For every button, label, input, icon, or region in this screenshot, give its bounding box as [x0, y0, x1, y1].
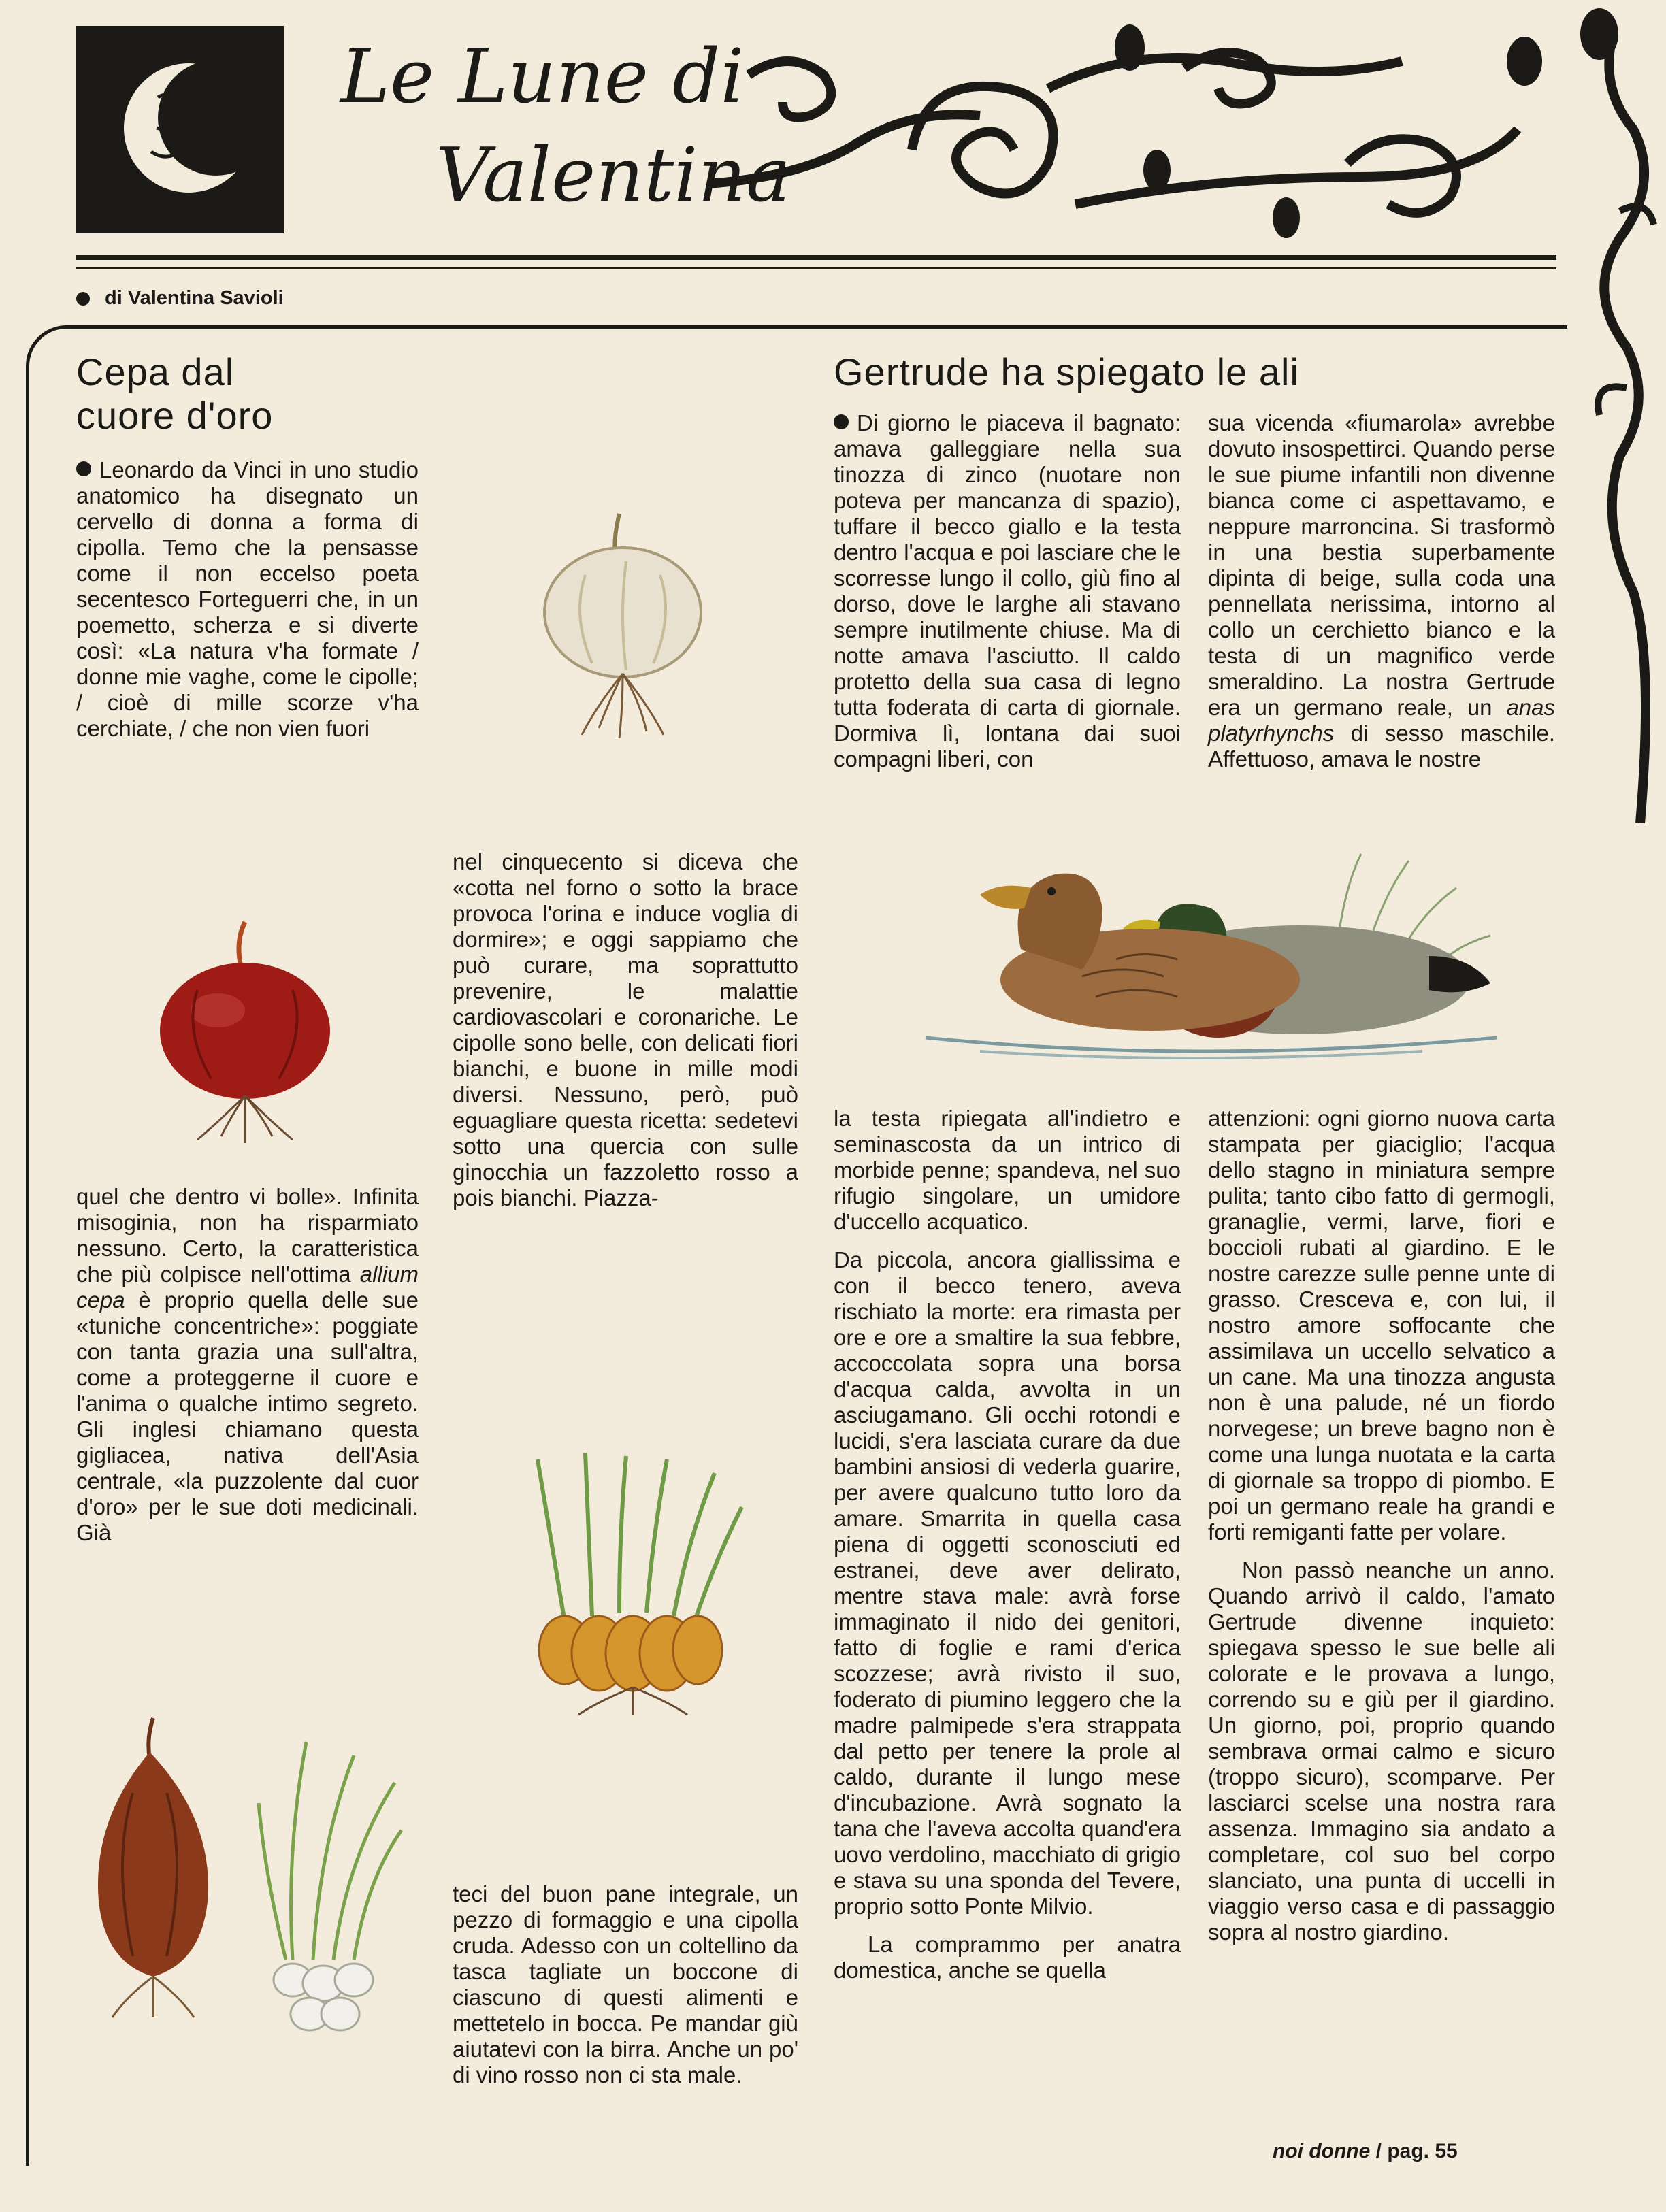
spring-onions-icon	[252, 1735, 408, 2055]
article2-col3-p2: Da piccola, ancora giallissima e con il becco tenero, aveva rischiato la morte: era rimasta per ore e ore a smaltire la sua febbre, accoccolata sopra una borsa d'acqua calda, avvolta in un asciugamano. Gli occhi rotondi e lucidi, s'era lasciata curare da due bambini ansiosi di vederla guarire, per avere qualcuno tutto loro da amare. Smarrita in quella casa piena di oggetti sconosciuti ed estranei, deve aver delirato, mentre stava male: avrà forse immaginato il nido dei genitori, fatto di foglie e rami d'erica scozzese; avrà rivisto il suo, foderato di piumino leggero che la madre palmipede s'era strappata dal petto per tenere la prole al caldo, durante il lungo mese d'incubazione. Avrà sognato la tana che l'aveva accolta quand'era uovo verdolino, macchiato di grigio e stava su una sponda del Tevere, proprio sotto Ponte Milvio.	[834, 1247, 1181, 1919]
article1-col1-bottom	[76, 1184, 419, 1558]
byline-text: di Valentina Savioli	[105, 287, 284, 309]
footer-separator: /	[1375, 2140, 1382, 2162]
bullet-icon	[76, 292, 90, 306]
article2-col4-bottom	[1208, 1106, 1555, 1958]
article2-col4-text-a: sua vicenda «fiumarola» avrebbe dovuto insospettirci. Quando perse le sue piume infantili non divenne bianca come ci aspettavamo, e neppure marroncina. Si trasformò in una bestia superbamente dipinta di beige, sulla coda una pennellata nerissima, intorno al collo un cerchietto bianco e la testa di un magnifico verde smeraldino. La nostra Gertrude era un germano reale, un	[1208, 410, 1555, 720]
article1-title-line1: Cepa dal	[76, 350, 235, 393]
header-rule-thin	[76, 267, 1556, 269]
article2-intro-text: Di giorno le piaceva il bagnato: amava galleggiare nella sua tinozza di zinco (nuotare non poteva per mancanza di spazio), tuffare il becco giallo e la testa dentro l'acqua e poi lasciare che le scorresse lungo il collo, giù fino al dorso, dove le larghe ali stavano sempre inutilmente chiuse. Ma di notte amava l'asciutto. Il caldo protetto della sua casa di legno tutta foderata di carta di giornale. Dormiva lì, lontana dai suoi compagni liberi, con	[834, 410, 1181, 772]
page-number: pag. 55	[1387, 2140, 1458, 2162]
latin-name-allium-cepa: allium cepa	[76, 1261, 419, 1313]
article1-col1-text-a: quel che dentro vi bolle». Infinita misoginia, non ha risparmiato nessuno. Certo, la caratteristica che più colpisce nell'ottima	[76, 1184, 419, 1287]
crescent-moon-face-icon	[76, 26, 284, 233]
article1-col2-mid	[453, 849, 798, 1223]
article2-col3-bottom	[834, 1106, 1181, 1996]
article1-title-line2: cuore d'oro	[76, 394, 274, 437]
byline	[76, 287, 284, 310]
header-rule-thick	[76, 255, 1556, 260]
red-onion-icon	[143, 915, 347, 1146]
article2-col3-top	[834, 410, 1181, 785]
article2-col4-top	[1208, 410, 1555, 785]
series-logo	[76, 26, 284, 233]
shallot-icon	[78, 1704, 228, 2024]
ornament-swirls	[708, 52, 1518, 213]
series-title-line2: Valentina	[436, 131, 791, 218]
article1-col2-bottom-text: teci del buon pane integrale, un pezzo di formaggio e una cipolla cruda. Adesso con un coltellino da tasca tagliate un boccone di ciascuno di questi alimenti e mettetelo in bocca. Pe mandar giù aiutatevi con la birra. Anche un po' di vino rosso non ci sta male.	[453, 1881, 798, 2087]
article1-col1-top	[76, 457, 419, 754]
article2-col4-p2: Non passò neanche un anno. Quando arrivò il caldo, l'amato Gertrude divenne inquieto: spiegava spesso le sue belle ali colorate e le provava a lungo, correndo su e giù per il giardino. Un giorno, poi, proprio quando sembrava ormai calmo e sicuro (troppo sicuro), scomparve. Per lasciarci scelse una nostra rara assenza. Immagino sia andato a completare, col suo bel corpo slanciato, una punta di uccelli in viaggio verso casa e di passaggio sopra al nostro giardino.	[1208, 1557, 1555, 1945]
article2-col3-p3: La comprammo per anatra domestica, anche se quella	[834, 1932, 1181, 1983]
magazine-brand: noi donne	[1273, 2140, 1371, 2162]
series-title	[327, 7, 1620, 252]
article2-col4-text-b: di sesso maschile. Affettuoso, amava le nostre	[1208, 721, 1555, 772]
article1-col1-text-b: è proprio quella delle sue «tuniche concentriche»: poggiate con tanta grazia una sull'altra, come a proteggerne il cuore e l'anima o qualche intimo segreto. Gli inglesi chiamano questa gigliacea, nativa dell'Asia centrale, «la puzzolente dal cuor d'oro» per le sue doti medicinali. Già	[76, 1287, 419, 1545]
decorative-vine-border	[1558, 7, 1666, 823]
latin-name-anas: anas platyrhynchs	[1208, 695, 1555, 746]
thistle-bud-icon	[1580, 8, 1618, 60]
mallard-ducks-icon	[898, 840, 1504, 1072]
series-title-line1: Le Lune di	[340, 33, 745, 120]
article1-col2-text: nel cinquecento si diceva che «cotta nel forno o sotto la brace provoca l'orina e induce voglia di dormire»; e oggi sappiamo che può curare, ma soprattutto prevenire, le malattie cardiovascolari e coronariche. Le cipolle sono belle, con delicati fiori bianchi, e buone in mille modi diversi. Nessuno, però, può eguagliare questa ricetta: sedetevi sotto una quercia con sulle ginocchia un fazzoletto rosso a pois bianchi. Piazza-	[453, 849, 798, 1210]
bullet-icon	[834, 414, 849, 429]
white-onion-icon	[524, 500, 721, 745]
article1-title	[76, 350, 485, 438]
article1-col2-bottom	[453, 1881, 798, 2100]
sprouting-onion-cluster-icon	[517, 1446, 749, 1718]
article2-col4-p1: attenzioni: ogni giorno nuova carta stampata per giaciglio; l'acqua dello stagno in miniatura sempre pulita; tanto cibo fatto di germogli, granaglie, vermi, larve, fiori e boccioli rubati al giardino. E le nostre carezze sulle penne unte di grasso. Cresceva e, con lui, il nostro amore soffocante che assimilava un uccello selvatico a un cane. Ma una tinozza angusta non è una palude, né un fiordo norvegese; un breve bagno non è come una lunga nuotata e la carta di giornale sa troppo di piombo. E poi un germano reale ha grandi e forti remiganti fatte per volare.	[1208, 1106, 1555, 1545]
article2-title: Gertrude ha spiegato le ali	[834, 350, 1299, 393]
article1-intro-text: Leonardo da Vinci in uno studio anatomico ha disegnato un cervello di donna a forma di cipolla. Temo che la pensasse come il non eccelso poeta secentesco Forteguerri che, in un poemetto, scherza e si diverte così: «La natura v'ha formate / donne mie vaghe, come le cipolle; / cioè di mille scorze v'ha cerchiate, / che non vien fuori	[76, 457, 419, 741]
bullet-icon	[76, 461, 91, 476]
page-footer	[1273, 2140, 1458, 2163]
article2-col3-p1: la testa ripiegata all'indietro e seminascosta da un intrico di morbide penne; spandeva, nel suo rifugio singolare, un umidore d'uccello acquatico.	[834, 1106, 1181, 1234]
